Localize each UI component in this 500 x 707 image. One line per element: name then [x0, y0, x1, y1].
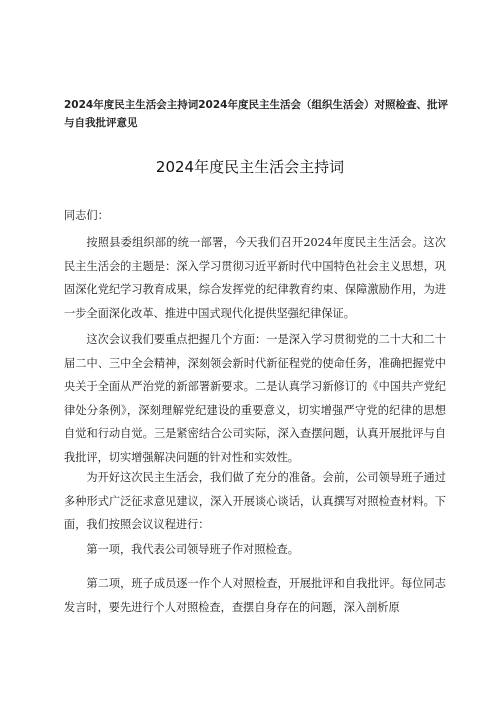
document-header: 2024年度民主生活会主持词2024年度民主生活会（组织生活会）对照检查、批评与自我批评意见: [64, 99, 448, 129]
paragraph-opening: 按照县委组织部的统一部署，今天我们召开2024年度民主生活会。这次民主生活会的主题是：深入学习贯彻习近平新时代中国特色社会主义思想，巩固深化党纪学习教育成果，综合发挥党的纪律教育约束、保障激励作用，为进一步全面深化改革、推进中国式现代化提供坚强纪律保证。: [64, 236, 446, 320]
salutation: 同志们：: [64, 209, 109, 222]
paragraph-key-points: 这次会议我们要重点把握几个方面：一是深入学习贯彻党的二十大和二十届二中、三中全会精神，深刻领会新时代新征程党的使命任务，准确把握党中央关于全面从严治党的新部署新要求。二是认真学习新修订的《中国共产党纪律处分条例》，深刻理解党纪建设的重要意义，切实增强严守党的纪律的思想自觉和行动自觉。三是紧密结合公司实际，深入查摆问题，认真开展批评与自我批评，切实增强解决问题的针对性和实效性。: [64, 333, 446, 464]
paragraph-agenda-item-1: 第一项，我代表公司领导班子作对照检查。: [86, 543, 299, 556]
paragraph-agenda-item-2: 第二项，班子成员逐一作个人对照检查，开展批评和自我批评。每位同志发言时，要先进行个人对照检查，查摆自身存在的问题，深入剖析原: [64, 577, 446, 614]
document-title: 2024年度民主生活会主持词: [155, 158, 345, 176]
paragraph-preparation: 为开好这次民主生活会，我们做了充分的准备。会前，公司领导班子通过多种形式广泛征求意见建议，深入开展谈心谈话，认真撰写对照检查材料。下面，我们按照会议议程进行：: [64, 471, 446, 531]
